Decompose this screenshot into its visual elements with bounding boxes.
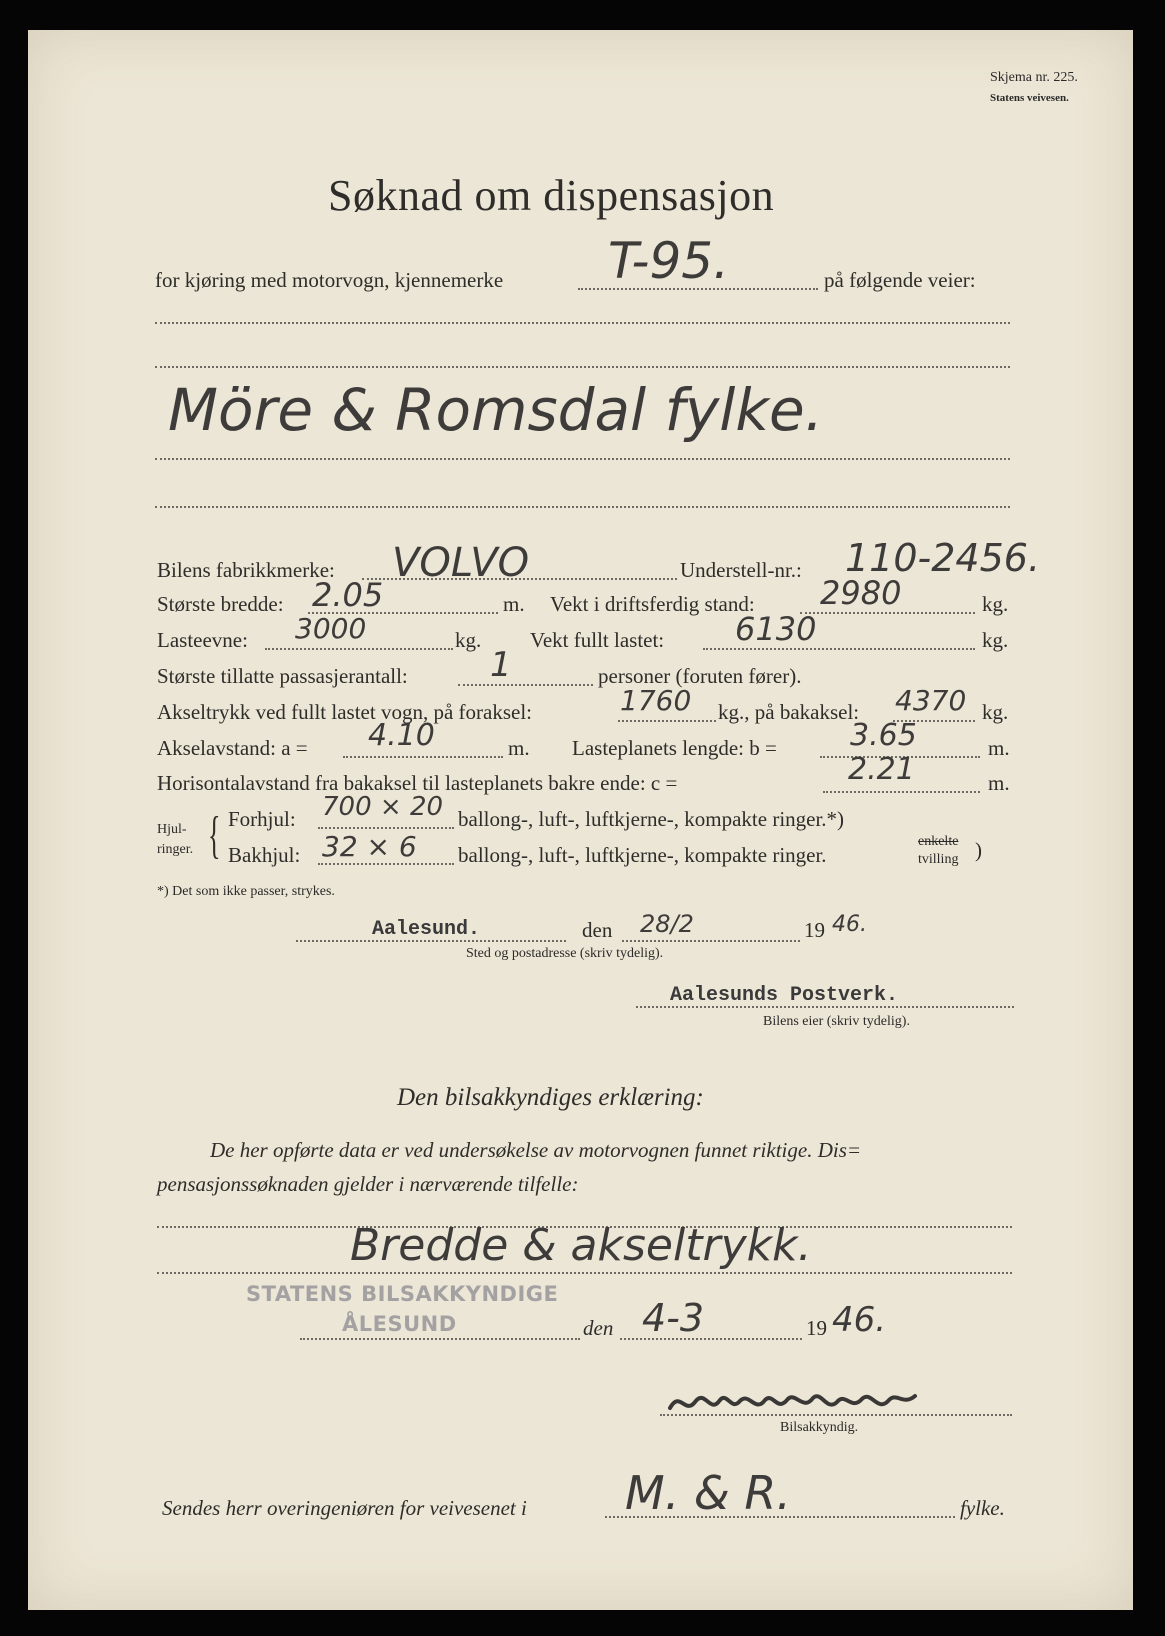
platform-length-label: Lasteplanets lengde: b =: [572, 736, 777, 760]
applies-line-2: [157, 1272, 1012, 1274]
applies-handwritten: Bredde & akseltrykk.: [350, 1220, 812, 1271]
roads-line-4: [155, 506, 1010, 508]
capacity-unit: kg.: [455, 628, 482, 652]
overhang-label: Horisontalavstand fra bakaksel til lasteplanets bakre ende: c =: [157, 771, 678, 795]
expert-statement-2: pensasjonssøknaden gjelder i nærværende tilfelle:: [157, 1172, 579, 1196]
loaded-weight-line: [703, 648, 975, 650]
passengers-label: Største tillatte passasjerantall:: [157, 664, 408, 688]
front-wheel-label: Forhjul:: [228, 807, 296, 831]
axle-load-label: Akseltrykk ved fullt lastet vogn, på foraksel:: [157, 700, 532, 724]
width-unit: m.: [503, 592, 525, 616]
platform-length-unit: m.: [988, 736, 1010, 760]
applicant-date-line: [622, 940, 800, 942]
rear-axle-value: 4370: [895, 684, 967, 717]
footer-suffix: fylke.: [960, 1496, 1005, 1520]
county-handwritten: M. & R.: [625, 1466, 792, 1520]
rear-axle-unit: kg.: [982, 700, 1009, 724]
front-axle-value: 1760: [620, 684, 692, 717]
passengers-line: [458, 684, 593, 686]
intro-prefix: for kjøring med motorvogn, kjennemerke: [155, 268, 504, 292]
platform-length-value: 3.65: [850, 718, 917, 753]
loaded-weight-unit: kg.: [982, 628, 1009, 652]
passengers-value: 1: [490, 645, 512, 685]
make-value: VOLVO: [392, 540, 530, 586]
applicant-den: den: [582, 918, 613, 942]
chassis-label: Understell-nr.:: [680, 558, 802, 582]
applicant-year-suffix: 46.: [832, 912, 867, 937]
overhang-value: 2.21: [848, 752, 915, 787]
place-caption: Sted og postadresse (skriv tydelig).: [466, 946, 664, 961]
passengers-suffix: personer (foruten fører).: [598, 664, 802, 688]
owner-value: Aalesunds Postverk.: [670, 984, 899, 1007]
roads-line-3: [155, 458, 1010, 460]
expert-caption: Bilsakkyndig.: [780, 1420, 859, 1435]
front-wheel-line: [318, 827, 454, 829]
curb-weight-line: [800, 612, 975, 614]
expert-date: 4-3: [642, 1296, 705, 1340]
rear-tyre-options: ballong-, luft-, luftkjerne-, kompakte ringer.: [458, 843, 827, 867]
chassis-value: 110-2456.: [845, 536, 1041, 580]
wheels-brace: {: [208, 807, 221, 864]
width-value: 2.05: [312, 576, 384, 614]
tyre-single: enkelte: [918, 834, 959, 849]
expert-year-prefix: 19: [806, 1316, 827, 1340]
expert-stamp-line-2: ÅLESUND: [342, 1312, 457, 1336]
wheels-group-label-1: Hjul-: [157, 822, 187, 837]
expert-heading: Den bilsakkyndiges erklæring:: [397, 1084, 704, 1111]
footnote: *) Det som ikke passer, strykes.: [157, 884, 335, 899]
expert-signature-line: [660, 1414, 1012, 1416]
capacity-line: [265, 648, 453, 650]
rear-wheel-value: 32 × 6: [322, 830, 417, 863]
registration-value: T-95.: [608, 232, 729, 290]
loaded-weight-label: Vekt fullt lastet:: [530, 628, 665, 652]
form-number: Skjema nr. 225.: [990, 70, 1078, 85]
wheels-group-label-2: ringer.: [157, 842, 194, 857]
overhang-unit: m.: [988, 771, 1010, 795]
expert-stamp-line-1: STATENS BILSAKKYNDIGE: [246, 1282, 559, 1306]
rear-wheel-label: Bakhjul:: [228, 843, 301, 867]
roads-handwritten: Möre & Romsdal fylke.: [168, 376, 824, 444]
make-label: Bilens fabrikkmerke:: [157, 558, 335, 582]
footer-prefix: Sendes herr overingeniøren for veivesenet i: [162, 1496, 527, 1520]
roads-line-1: [155, 322, 1010, 324]
agency-name: Statens veivesen.: [990, 92, 1069, 104]
tyre-twin: tvilling: [918, 852, 959, 867]
expert-statement-1: De her opførte data er ved undersøkelse av motorvognen funnet riktige. Dis=: [210, 1138, 862, 1162]
expert-den: den: [583, 1316, 614, 1340]
wheelbase-unit: m.: [508, 736, 530, 760]
capacity-label: Lasteevne:: [157, 628, 248, 652]
owner-caption: Bilens eier (skriv tydelig).: [763, 1014, 910, 1029]
roads-line-2: [155, 366, 1010, 368]
width-label: Største bredde:: [157, 592, 284, 616]
overhang-line: [823, 791, 980, 793]
applicant-year-prefix: 19: [804, 918, 825, 942]
wheelbase-line: [343, 756, 503, 758]
intro-suffix: på følgende veier:: [824, 268, 976, 292]
expert-place-line: [300, 1338, 580, 1340]
rear-wheel-line: [318, 863, 454, 865]
page-title: Søknad om dispensasjon: [328, 171, 775, 220]
wheelbase-value: 4.10: [368, 718, 435, 753]
front-wheel-value: 700 × 20: [322, 792, 444, 822]
applicant-date: 28/2: [640, 910, 694, 938]
curb-weight-label: Vekt i driftsferdig stand:: [550, 592, 755, 616]
wheelbase-label: Akselavstand: a =: [157, 736, 308, 760]
tyre-brace: ): [975, 838, 982, 862]
curb-weight-unit: kg.: [982, 592, 1009, 616]
expert-year-suffix: 46.: [832, 1300, 887, 1340]
curb-weight-value: 2980: [820, 574, 902, 612]
rear-axle-label: kg., på bakaksel:: [718, 700, 860, 724]
place-value: Aalesund.: [372, 918, 481, 941]
loaded-weight-value: 6130: [735, 610, 817, 648]
front-tyre-options: ballong-, luft-, luftkjerne-, kompakte ringer.*): [458, 807, 845, 831]
front-axle-line: [618, 720, 716, 722]
capacity-value: 3000: [295, 612, 367, 645]
